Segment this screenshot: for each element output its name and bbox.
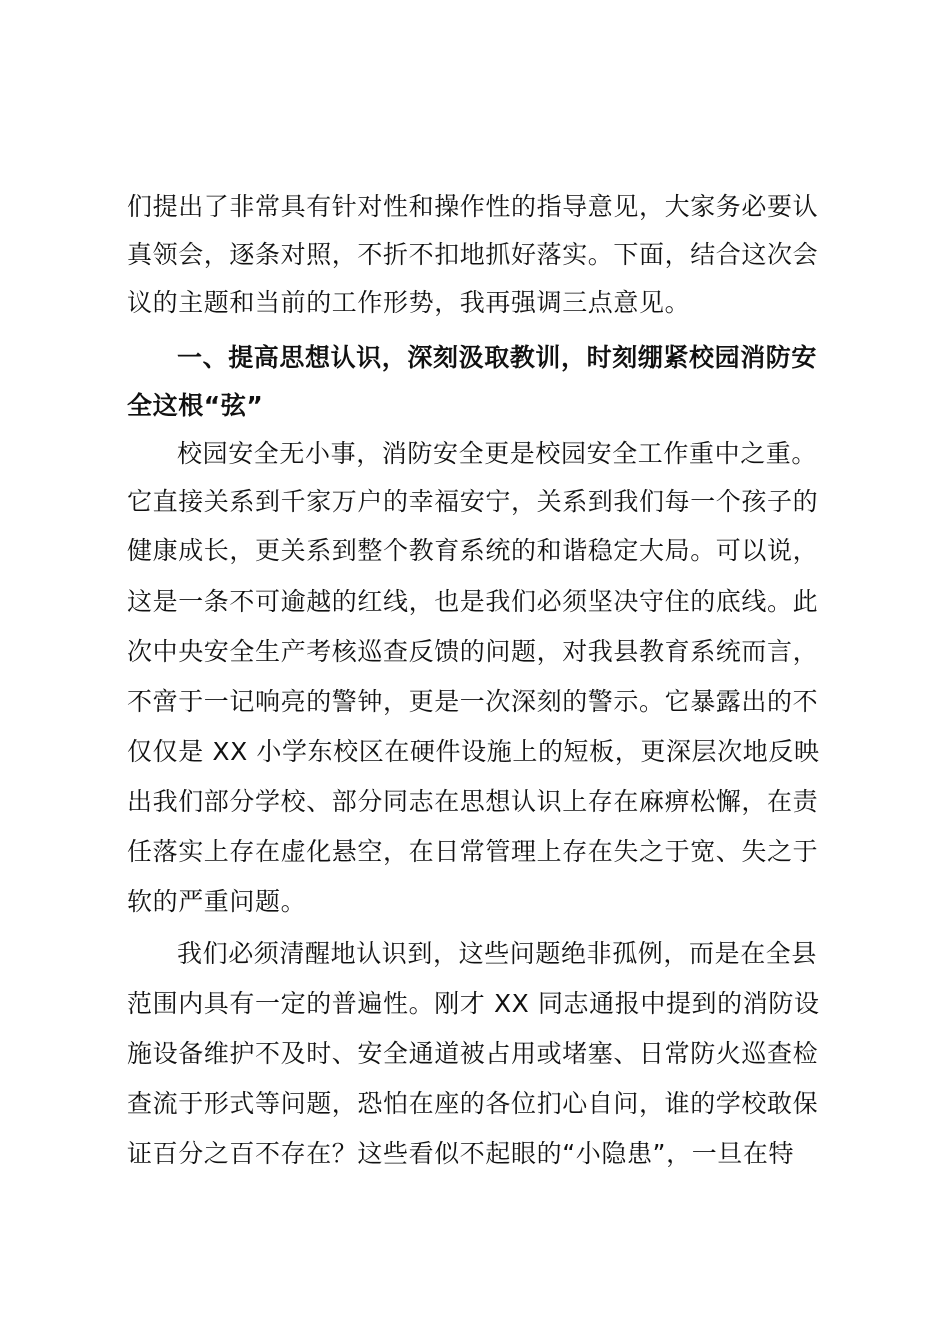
- body-text-line: 施设备维护不及时、安全通道被占用或堵塞、日常防火巡查检: [127, 1039, 819, 1068]
- body-text-line: 它直接关系到千家万户的幸福安宁，关系到我们每一个孩子的: [127, 487, 819, 516]
- body-text-line: 这是一条不可逾越的红线，也是我们必须坚决守住的底线。此: [127, 587, 819, 616]
- body-text-line: 校园安全无小事，消防安全更是校园安全工作重中之重。: [177, 439, 818, 468]
- body-text-line: 证百分之百不存在？这些看似不起眼的“小隐患”，一旦在特: [127, 1139, 795, 1168]
- body-text-line: 们提出了非常具有针对性和操作性的指导意见，大家务必要认: [127, 192, 819, 221]
- body-text-line: 真领会，逐条对照，不折不扣地抓好落实。下面，结合这次会: [127, 240, 819, 269]
- body-text-line: 仅仅是 XX 小学东校区在硬件设施上的短板，更深层次地反映: [127, 737, 820, 766]
- body-text-line: 任落实上存在虚化悬空，在日常管理上存在失之于宽、失之于: [127, 837, 819, 866]
- body-text-line: 出我们部分学校、部分同志在思想认识上存在麻痹松懈，在责: [127, 787, 819, 816]
- body-text-line: 不啻于一记响亮的警钟，更是一次深刻的警示。它暴露出的不: [127, 687, 819, 716]
- body-text-line: 范围内具有一定的普遍性。刚才 XX 同志通报中提到的消防设: [127, 989, 820, 1018]
- body-text-line: 议的主题和当前的工作形势，我再强调三点意见。: [127, 288, 691, 317]
- body-text-line: 软的严重问题。: [127, 887, 307, 916]
- body-text-line: 查流于形式等问题，恐怕在座的各位扪心自问，谁的学校敢保: [127, 1089, 819, 1118]
- section-heading: 全这根“弦”: [127, 391, 264, 420]
- body-text-line: 我们必须清醒地认识到，这些问题绝非孤例，而是在全县: [177, 939, 818, 968]
- body-text-line: 健康成长，更关系到整个教育系统的和谐稳定大局。可以说，: [127, 536, 819, 565]
- body-text-line: 次中央安全生产考核巡查反馈的问题，对我县教育系统而言，: [127, 637, 819, 666]
- section-heading: 一、提高思想认识，深刻汲取教训，时刻绷紧校园消防安: [177, 343, 818, 372]
